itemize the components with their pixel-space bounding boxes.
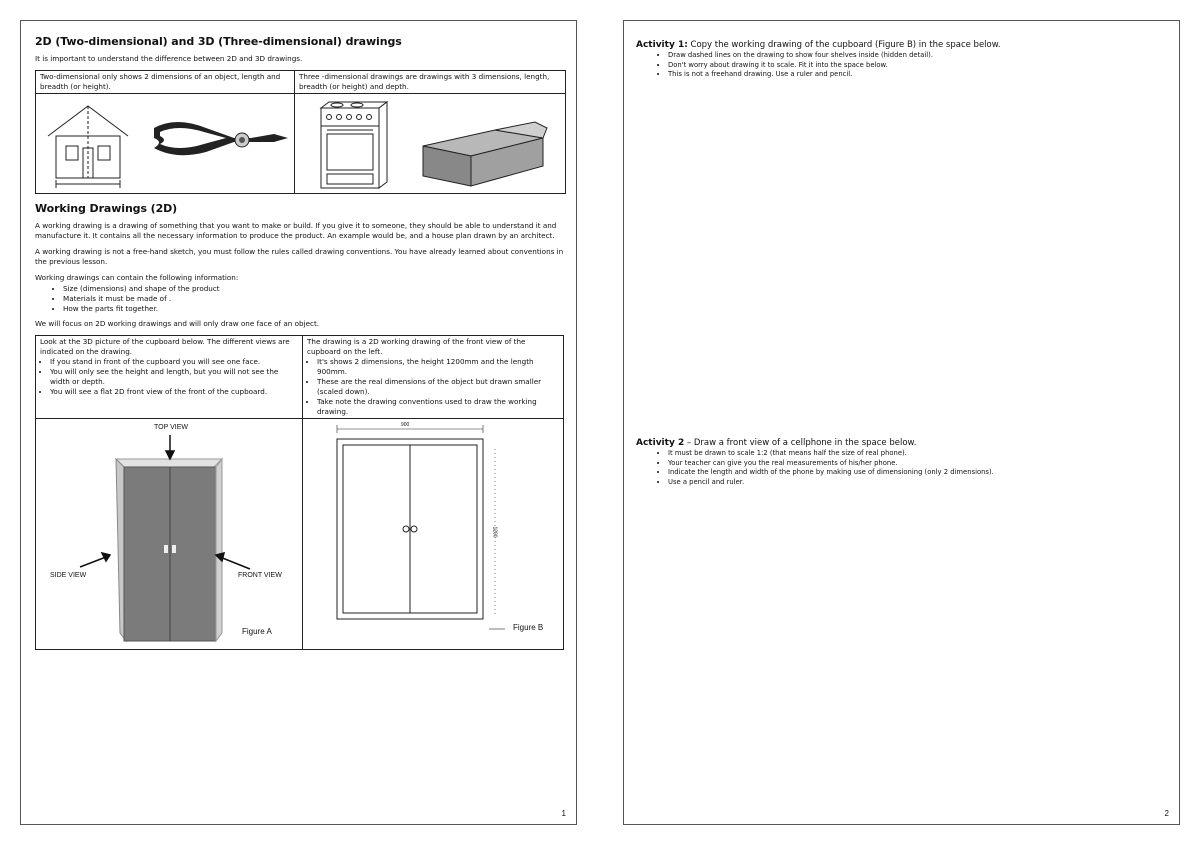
paragraph-2: A working drawing is not a free-hand sketch, you must follow the rules called drawing conventions. You have already learned about conventions in the previous lesson.: [35, 246, 564, 266]
cupboard-3d: [116, 459, 222, 641]
width-dimension: 900: [401, 421, 410, 428]
information-list: [35, 284, 564, 314]
pliers-icon: [154, 122, 288, 155]
house-icon: [48, 106, 128, 188]
three-d-images: [295, 93, 566, 193]
figure-a-caption: Figure A: [242, 626, 272, 636]
figure-a-cell: [36, 418, 303, 649]
height-dimension: 1200: [491, 525, 498, 538]
activity-2: [636, 437, 1166, 492]
page-number: 1: [561, 809, 566, 818]
two-d-description: Two-dimensional only shows 2 dimensions of an object, length and breadth (or height).: [36, 70, 295, 93]
cupboard-3d-image: [36, 419, 294, 649]
list-item: • Materials it must be made of .: [63, 294, 564, 304]
stove-icon: [321, 102, 387, 188]
list-item: • You will see a flat 2D front view of the front of the cupboard.: [50, 387, 298, 397]
activity-2-text: – Draw a front view of a cellphone in the space below.: [686, 438, 917, 448]
activity-1-text: Copy the working drawing of the cupboard (Figure B) in the space below.: [690, 40, 1001, 50]
list-item: • These are the real dimensions of the object but drawn smaller (scaled down).: [317, 377, 559, 397]
page-title: 2D (Two-dimensional) and 3D (Three-dimensional) drawings: [35, 35, 402, 48]
top-view-label: TOP VIEW: [154, 423, 188, 431]
activity-1: [636, 39, 1166, 85]
list-item: • This is not a freehand drawing. Use a ruler and pencil.: [668, 70, 1166, 80]
list-item: • It's shows 2 dimensions, the height 1200mm and the length 900mm.: [317, 357, 559, 377]
dimensions-table: [35, 70, 566, 194]
stove-and-box-drawing: [295, 94, 565, 190]
list-item: • If you stand in front of the cupboard you will see one face.: [50, 357, 298, 367]
intro-text: It is important to understand the difference between 2D and 3D drawings.: [35, 54, 303, 63]
cupboard-2d-description: [303, 335, 564, 418]
list-item: • Take note the drawing conventions used to draw the working drawing.: [317, 397, 559, 417]
paragraph-4: We will focus on 2D working drawings and will only draw one face of an object.: [35, 319, 320, 328]
page-number: 2: [1164, 809, 1169, 818]
cupboard-table: [35, 335, 564, 650]
page-2: [623, 20, 1180, 825]
list-item: • Your teacher can give you the real measurements of his/her phone.: [668, 459, 1166, 469]
cupboard-3d-description: [36, 335, 303, 418]
house-and-pliers-drawing: [36, 94, 294, 190]
activity-2-label: Activity 2: [636, 438, 685, 448]
list-item: • Don't worry about drawing it to scale. Fit it into the space below.: [668, 61, 1166, 71]
list-item: • Size (dimensions) and shape of the product: [63, 284, 564, 294]
front-view-label: FRONT VIEW: [238, 571, 282, 579]
cupboard-2d-drawing: [303, 419, 573, 649]
right-intro: The drawing is a 2D working drawing of the front view of the cupboard on the left.: [307, 336, 526, 356]
three-d-description: Three -dimensional drawings are drawings with 3 dimensions, length, breadth (or height) and depth.: [295, 70, 566, 93]
two-d-images: [36, 93, 295, 193]
list-item: • Use a pencil and ruler.: [668, 478, 1166, 488]
box-icon: [423, 122, 547, 186]
page-1: [20, 20, 577, 825]
list-item: • You will only see the height and length, but you will not see the width or depth.: [50, 367, 298, 387]
list-item: • Indicate the length and width of the phone by making use of dimensioning (only 2 dimensions).: [668, 468, 1166, 478]
paragraph-1: A working drawing is a drawing of something that you want to make or build. If you give it to someone, they should be able to understand it and manufacture it. It contains all the necessary information to produce the product. An example would be, and a house plan drawn by an architect.: [35, 220, 557, 240]
list-item: • How the parts fit together.: [63, 304, 564, 314]
list-item: • Draw dashed lines on the drawing to show four shelves inside (hidden detail).: [668, 51, 1166, 61]
activity-1-label: Activity 1:: [636, 40, 688, 50]
figure-b-cell: [303, 418, 564, 649]
paragraph-3: Working drawings can contain the following information:: [35, 272, 239, 282]
figure-b-caption: Figure B: [513, 622, 544, 632]
list-item: • It must be drawn to scale 1:2 (that means half the size of real phone).: [668, 449, 1166, 459]
section-title-working-drawings: Working Drawings (2D): [35, 201, 178, 215]
left-intro: Look at the 3D picture of the cupboard below. The different views are indicated on the drawing.: [40, 336, 290, 356]
side-view-label: SIDE VIEW: [50, 571, 87, 579]
